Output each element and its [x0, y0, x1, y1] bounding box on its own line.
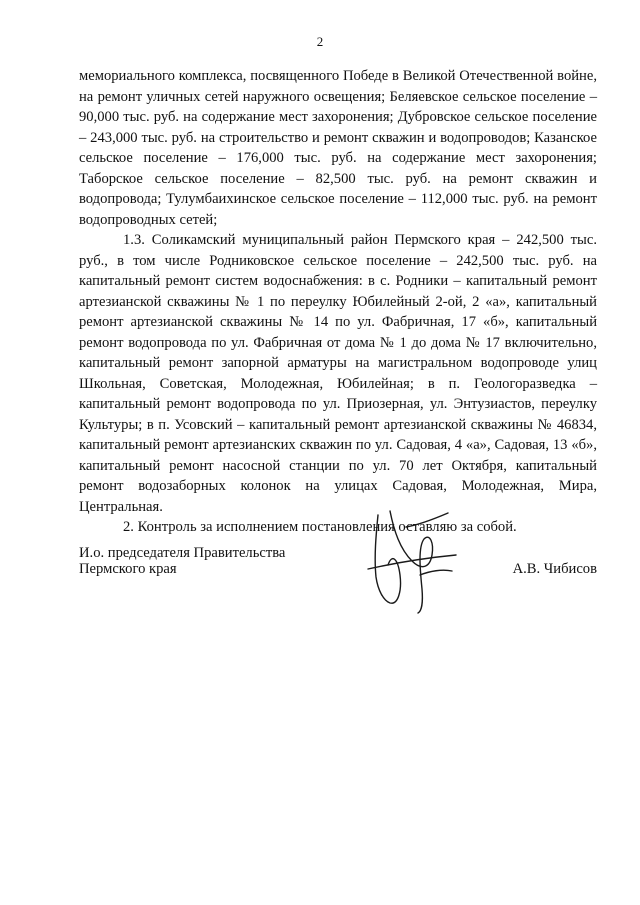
paragraph-2: 2. Контроль за исполнением постановления оставляю за собой. [123, 519, 517, 535]
signatory-name: А.В. Чибисов [512, 561, 597, 577]
signatory-position-line2: Пермского края [79, 561, 177, 577]
signatory-position-line1: И.о. председателя Правительства [79, 545, 286, 561]
page-number: 2 [316, 34, 324, 49]
document-body [79, 66, 597, 538]
handwritten-signature [360, 505, 470, 617]
signatory-position [79, 545, 339, 577]
paragraph-1-3: 1.3. Соликамский муниципальный район Пермского края – 242,500 тыс. руб., в том числе Родниковское сельское поселение – 242,500 тыс. руб. на капитальный ремонт систем водоснабжения: в с. Родники – капитальный ремонт артезианской скважины № 1 по переулку Юбилейный 2-ой, 2 «а», капитальный ремонт артезианской скважины № 14 по ул. Фабричная, 17 «б», капитальный ремонт водопровода по ул. Фабричная от дома № 1 до дома № 17 включительно, капитальный ремонт запорной арматуры на магистральном водопроводе улиц Школьная, Советская, Молодежная, Юбилейная; в п. Геологоразведка – капитальный ремонт водопровода по ул. Приозерная, ул. Энтузиастов, переулку Культуры; в п. Усовский – капитальный ремонт артезианской скважины № 46834, капитальный ремонт артезианских скважин по ул. Садовая, 4 «а», Садовая, 13 «б», капитальный ремонт насосной станции по ул. 70 лет Октября, капитальный ремонт водозаборных колонок на улицах Садовая, Молодежная, Мира, Центральная. [79, 232, 597, 515]
paragraph-continuation: мемориального комплекса, посвященного Победе в Великой Отечественной войне, на ремонт уличных сетей наружного освещения; Беляевское сельское поселение – 90,000 тыс. руб. на содержание мест захоронения; Дубровское сельское поселение – 243,000 тыс. руб. на строительство и ремонт скважин и водопроводов; Казанское сельское поселение – 176,000 тыс. руб. на содержание мест захоронения; Таборское сельское поселение – 82,500 тыс. руб. на ремонт скважин и водопровода; Тулумбаихинское сельское поселение – 112,000 тыс. руб. на ремонт водопроводных сетей; [79, 68, 597, 228]
